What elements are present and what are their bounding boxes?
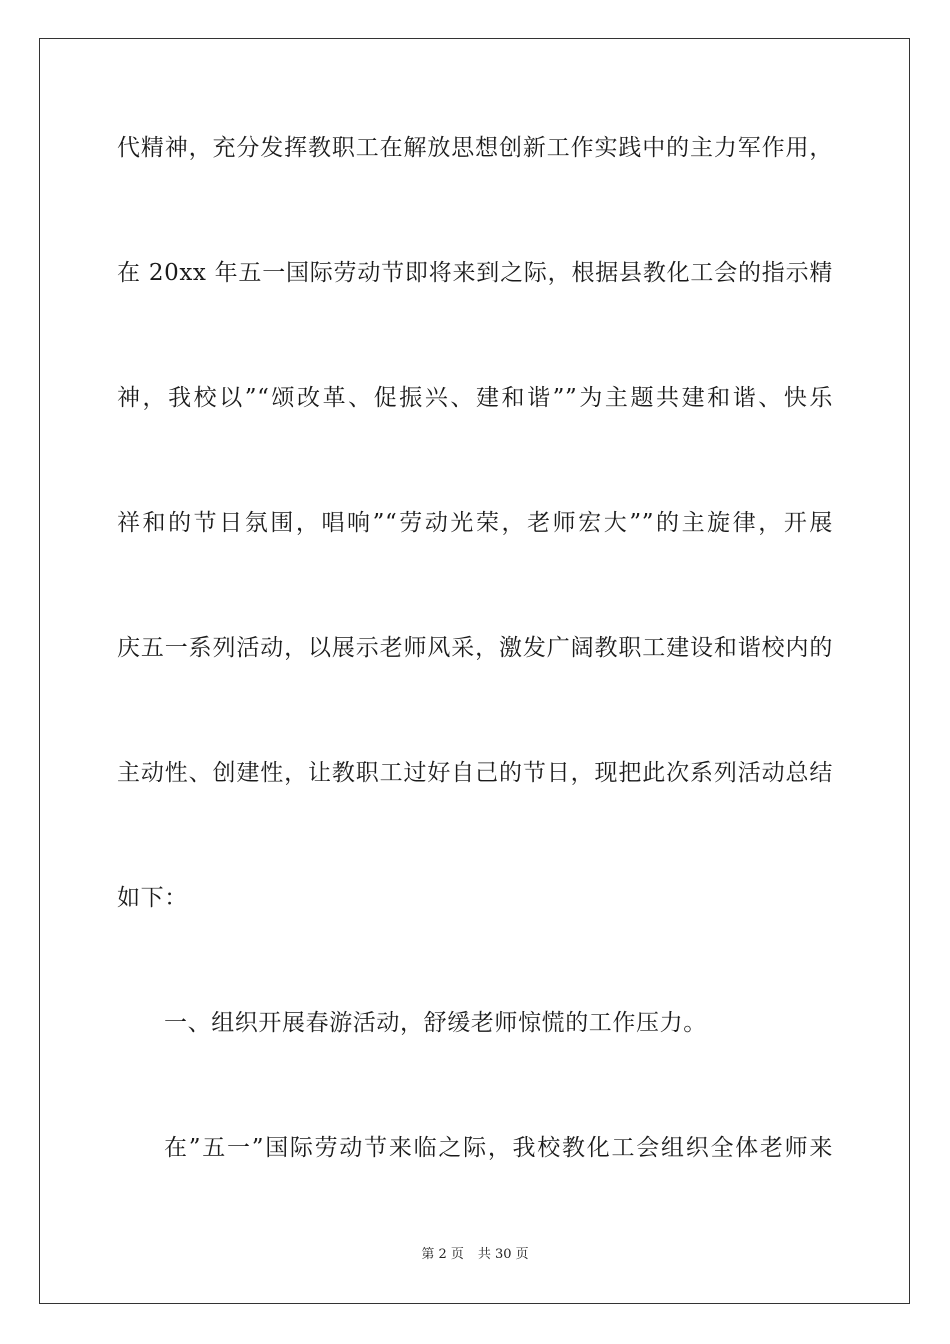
body-text-line-4: 祥和的节日氛围，唱响”“劳动光荣，老师宏大””的主旋律，开展 xyxy=(117,510,833,536)
body-text-line-9: 在”五一”国际劳动节来临之际，我校教化工会组织全体老师来 xyxy=(164,1135,833,1161)
body-text-line-7: 如下： xyxy=(117,885,188,911)
page-number-current: 第 2 页 xyxy=(421,1247,464,1262)
body-text-line-3: 神，我校以”“颂改革、促振兴、建和谐””为主题共建和谐、快乐 xyxy=(117,385,833,411)
body-text-line-5: 庆五一系列活动，以展示老师风采，激发广阔教职工建设和谐校内的 xyxy=(117,635,833,661)
body-text-line-6: 主动性、创建性，让教职工过好自己的节日，现把此次系列活动总结 xyxy=(117,760,833,786)
body-text-line-1: 代精神，充分发挥教职工在解放思想创新工作实践中的主力军作用， xyxy=(117,135,833,161)
page-number-total: 共 30 页 xyxy=(477,1247,529,1262)
section-heading: 一、组织开展春游活动，舒缓老师惊慌的工作压力。 xyxy=(164,1010,707,1036)
body-text-line-2: 在 20xx 年五一国际劳动节即将来到之际，根据县教化工会的指示精 xyxy=(117,260,833,286)
page-border xyxy=(39,38,910,1304)
page-footer xyxy=(0,1246,950,1264)
